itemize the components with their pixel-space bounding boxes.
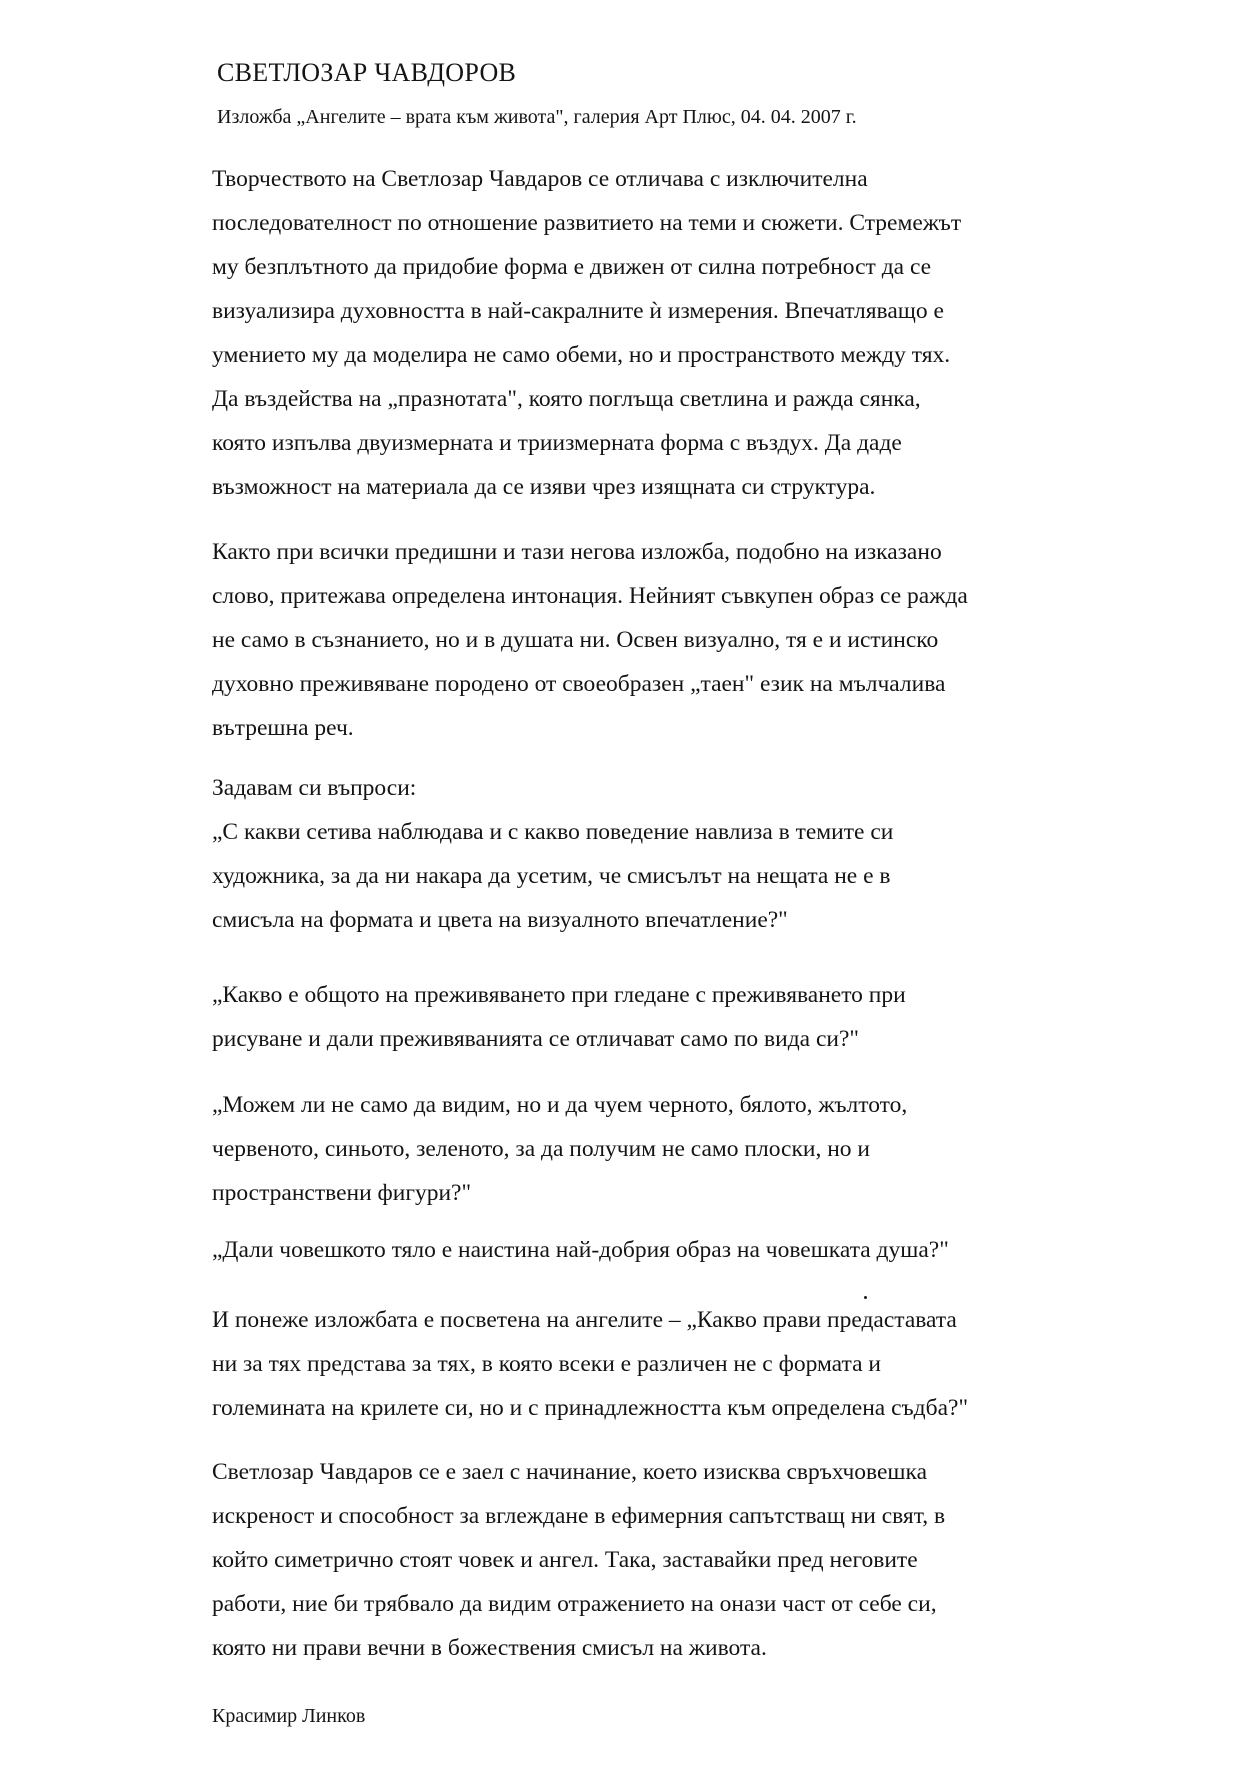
- text-line: „Дали човешкото тяло е наистина най-добрия образ на човешката душа?": [212, 1237, 949, 1263]
- text-line: визуализира духовността в най-сакралните ѝ измерения. Впечатляващо е: [212, 298, 944, 324]
- paragraph-intro: [212, 157, 961, 509]
- questions-section: [212, 766, 893, 942]
- paragraph-exhibition: [212, 530, 968, 750]
- text-line: „Можем ли не само да видим, но и да чуем черното, бялото, жълтото,: [212, 1092, 908, 1118]
- text-line: Творчеството на Светлозар Чавдаров се отличава с изключителна: [212, 166, 868, 192]
- text-line: не само в съзнанието, но и в душата ни. Освен визуално, тя е и истинско: [212, 627, 939, 653]
- text-line: смисъла на формата и цвета на визуалното впечатление?": [212, 907, 788, 933]
- text-line: рисуване и дали преживяванията се отличават само по вида си?": [212, 1026, 859, 1052]
- page-title: СВЕТЛОЗАР ЧАВДОРОВ: [217, 58, 517, 87]
- text-line: вътрешна реч.: [212, 715, 354, 741]
- text-line: „Какво е общото на преживяването при гледане с преживяването при: [212, 982, 906, 1008]
- text-line: възможност на материала да се изяви чрез изящната си структура.: [212, 474, 876, 500]
- question-four: [212, 1228, 949, 1272]
- text-line: духовно преживяване породено от своеобразен „таен" език на мълчалива: [212, 671, 946, 697]
- paragraph-conclusion: [212, 1450, 945, 1670]
- text-line: която изпълва двуизмерната и триизмерната форма с въздух. Да даде: [212, 430, 902, 456]
- question-two: [212, 973, 906, 1061]
- scan-speck: [864, 1296, 867, 1299]
- text-line: Както при всички предишни и тази негова изложба, подобно на изказано: [212, 539, 942, 565]
- text-line: пространствени фигури?": [212, 1180, 472, 1206]
- text-line: който симетрично стоят човек и ангел. Така, заставайки пред неговите: [212, 1547, 918, 1573]
- text-line: му безплътното да придобие форма е движен от силна потребност да се: [212, 254, 932, 280]
- text-line: искреност и способност за вглеждане в ефимерния сапътстващ ни свят, в: [212, 1503, 946, 1529]
- text-line: Да въздейства на „празнотата", която поглъща светлина и ражда сянка,: [212, 386, 921, 412]
- text-line: която ни прави вечни в божествения смисъл на живота.: [212, 1635, 767, 1661]
- text-line: умението му да моделира не само обеми, но и пространството между тях.: [212, 342, 951, 368]
- text-line: работи, ние би трябвало да видим отражението на онази част от себе си,: [212, 1591, 937, 1617]
- exhibition-subtitle: Изложба „Ангелите – врата към живота", галерия Арт Плюс, 04. 04. 2007 г.: [217, 106, 857, 128]
- text-line: слово, притежава определена интонация. Нейният съвкупен образ се ражда: [212, 583, 968, 609]
- text-line: големината на крилете си, но и с принадлежността към определена съдба?": [212, 1395, 969, 1421]
- text-line: Светлозар Чавдаров се е заел с начинание, което изисква свръхчовешка: [212, 1459, 928, 1485]
- text-line: И понеже изложбата е посветена на ангелите – „Какво прави предаставата: [212, 1307, 957, 1333]
- question-three: [212, 1083, 907, 1215]
- text-line: художника, за да ни накара да усетим, че смисълът на нещата не е в: [212, 863, 891, 889]
- text-line: ни за тях представа за тях, в която всеки е различен не с формата и: [212, 1351, 881, 1377]
- text-line: последователност по отношение развитието на теми и сюжети. Стремежът: [212, 210, 962, 236]
- text-line: „С какви сетива наблюдава и с какво поведение навлиза в темите си: [212, 819, 894, 845]
- author-signature: Красимир Линков: [212, 1705, 366, 1727]
- questions-intro: Задавам си въпроси:: [212, 775, 417, 801]
- text-line: червеното, синьото, зеленото, за да получим не само плоски, но и: [212, 1136, 871, 1162]
- paragraph-angels: [212, 1298, 968, 1430]
